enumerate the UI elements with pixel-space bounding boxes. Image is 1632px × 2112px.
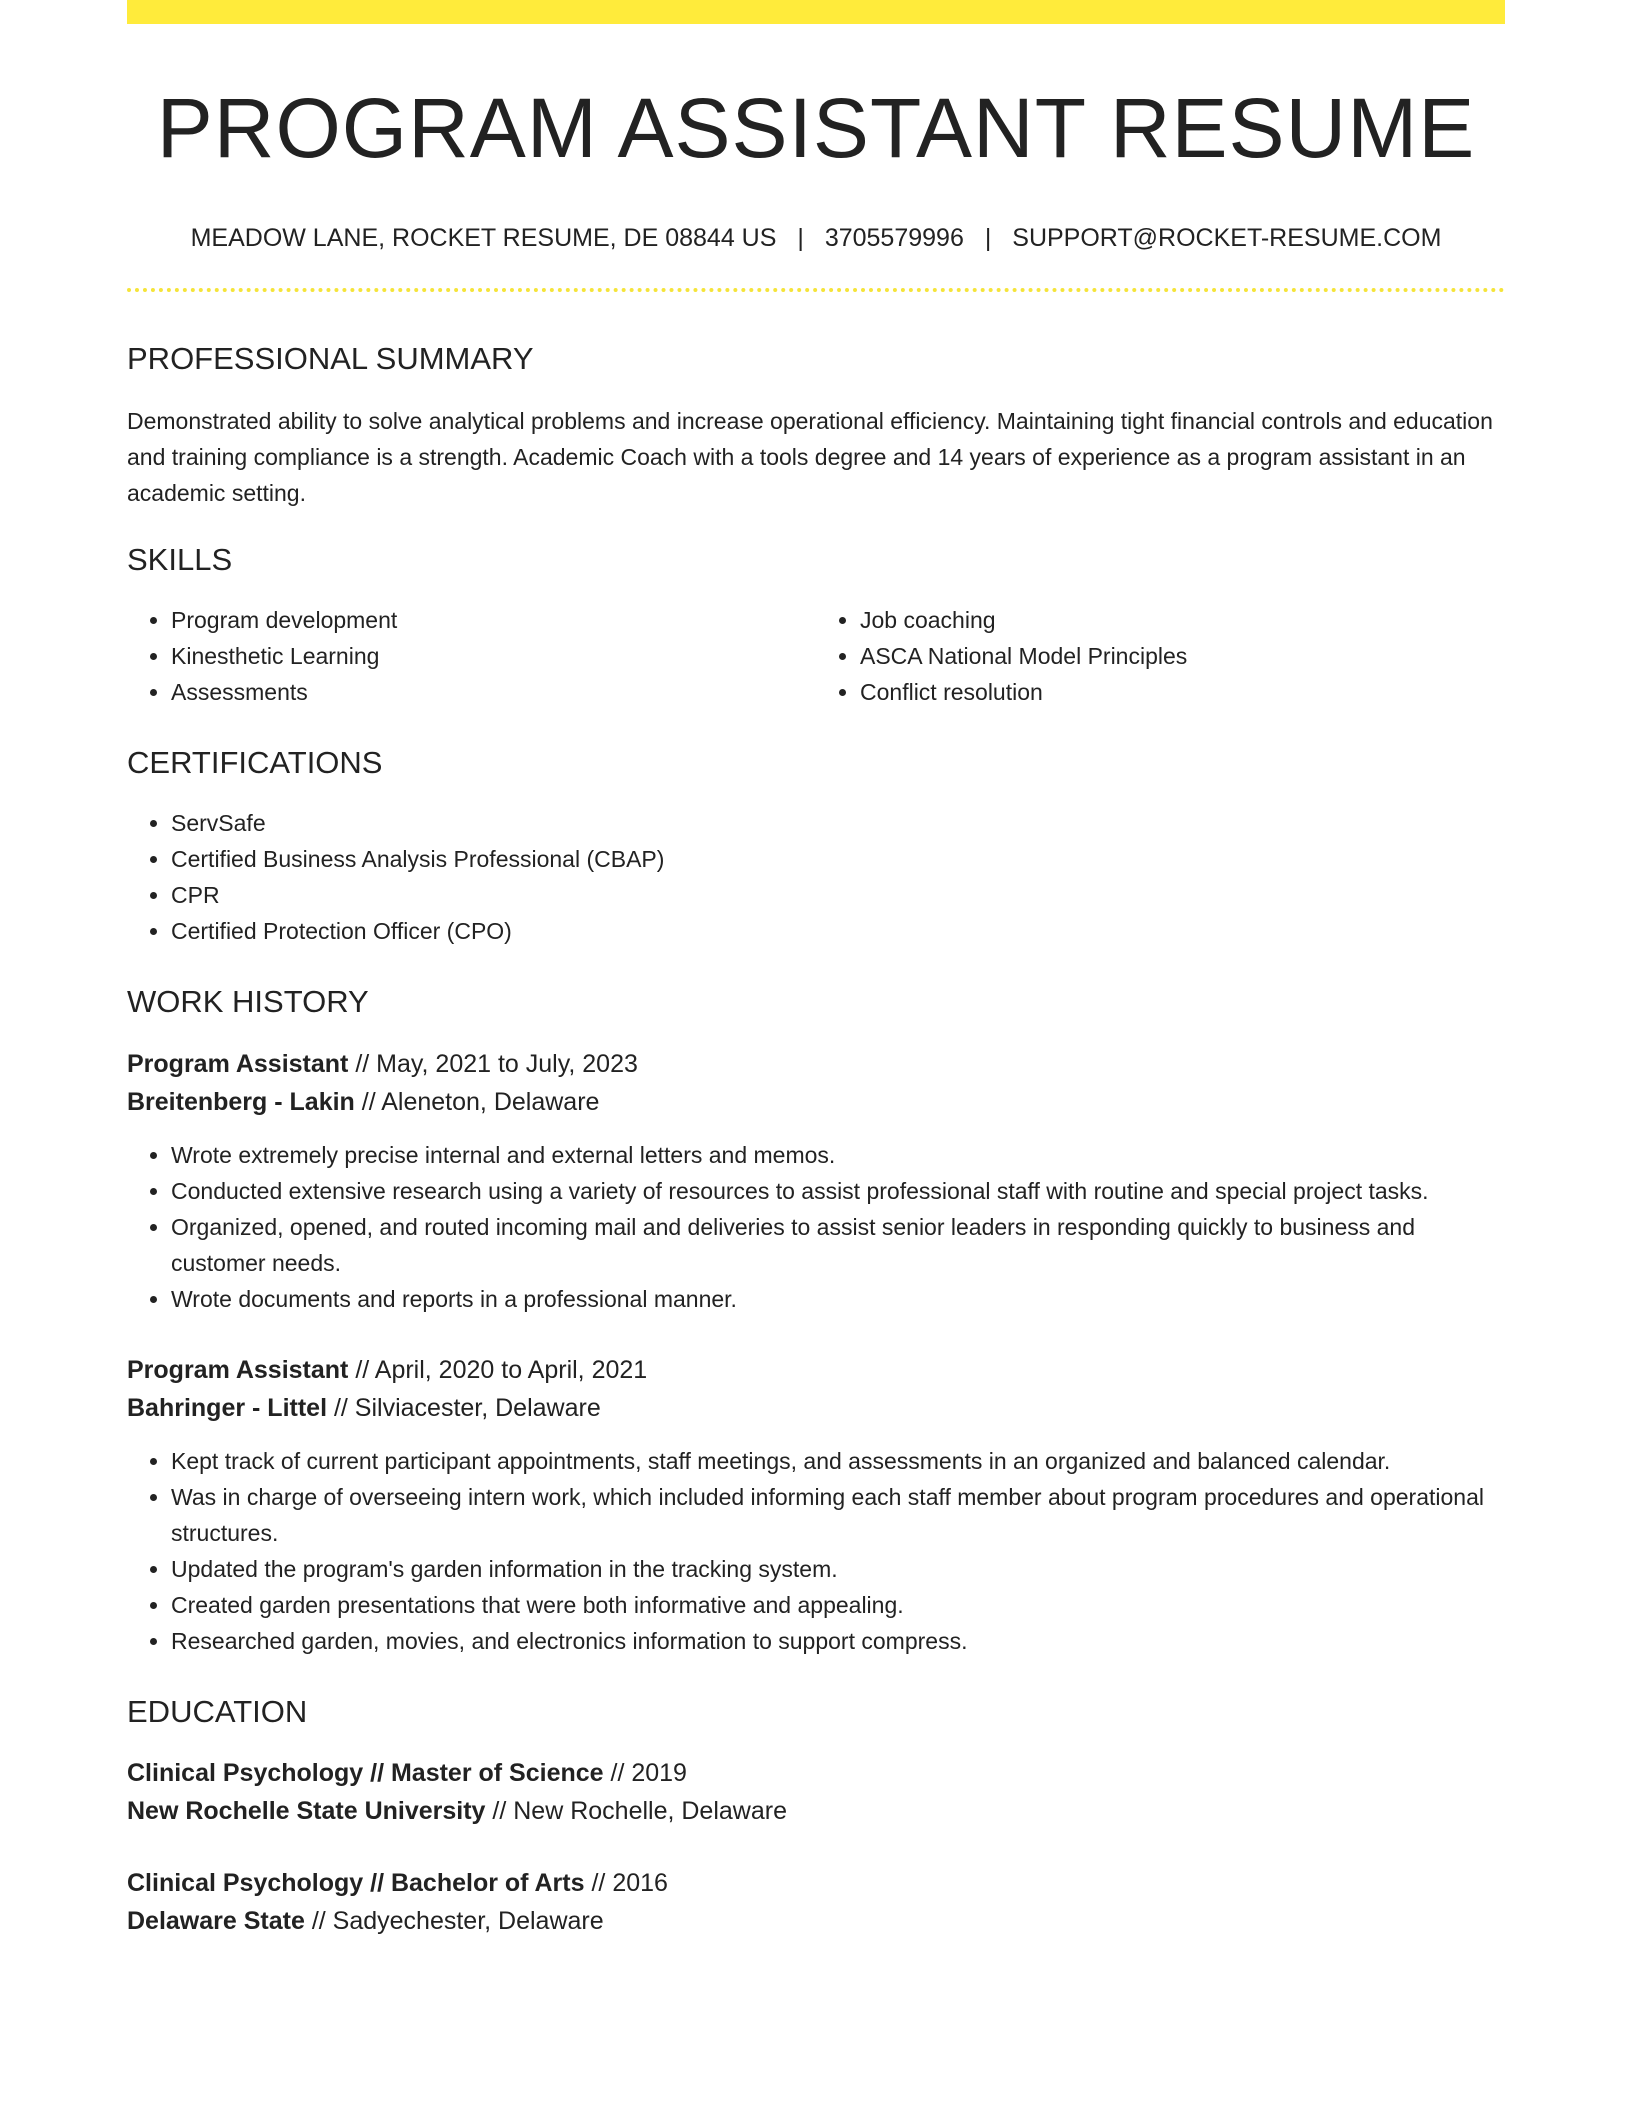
job-duty: • Conducted extensive research using a variety of resources to assist professional staff with routine and special project tasks. xyxy=(171,1173,1505,1209)
work-history-heading: WORK HISTORY xyxy=(127,984,369,1020)
job-company: Bahringer - Littel xyxy=(127,1393,328,1422)
job-company-line xyxy=(127,1083,1505,1121)
skills-grid xyxy=(127,602,1505,710)
job-duty: • Researched garden, movies, and electronics information to support compress. xyxy=(171,1623,1505,1659)
job-duty: • Updated the program's garden information in the tracking system. xyxy=(171,1551,1505,1587)
school-line xyxy=(127,1792,1505,1830)
summary-heading: PROFESSIONAL SUMMARY xyxy=(127,340,534,376)
summary-text: Demonstrated ability to solve analytical problems and increase operational efficiency. Maintaining tight financial controls and education and training compliance is a strength. Academic Coach with a tools degree and 14 years of experience as a program assistant in an academic setting. xyxy=(127,408,1493,507)
school-location: // Sadyechester, Delaware xyxy=(304,1906,604,1935)
skills-list-right xyxy=(816,602,1505,710)
contact-separator: | xyxy=(984,224,992,253)
degree-name: Clinical Psychology // Bachelor of Arts xyxy=(127,1868,585,1897)
degree-year: // 2016 xyxy=(584,1868,668,1897)
skill-item: • Conflict resolution xyxy=(860,674,1505,710)
job-role: Program Assistant xyxy=(127,1355,349,1384)
skill-item: • ASCA National Model Principles xyxy=(860,638,1505,674)
resume-title: PROGRAM ASSISTANT RESUME xyxy=(156,81,1476,175)
resume-page xyxy=(127,0,1505,1940)
school-name: New Rochelle State University xyxy=(127,1796,486,1825)
degree-year: // 2019 xyxy=(603,1758,687,1787)
job-title-line xyxy=(127,1351,1505,1389)
skills-heading: SKILLS xyxy=(127,542,233,578)
contact-separator: | xyxy=(797,224,804,253)
job-role: Program Assistant xyxy=(127,1049,349,1078)
degree-name: Clinical Psychology // Master of Science xyxy=(127,1758,604,1787)
job-duty: • Kept track of current participant appointments, staff meetings, and assessments in an organized and balanced calendar. xyxy=(171,1443,1505,1479)
degree-line xyxy=(127,1754,1505,1792)
certification-item: • Certified Business Analysis Professional (CBAP) xyxy=(171,841,1505,877)
education-heading: EDUCATION xyxy=(127,1693,308,1729)
job-duty: • Created garden presentations that were both informative and appealing. xyxy=(171,1587,1505,1623)
job-duty: • Was in charge of overseeing intern work, which included informing each staff member about program procedures and operational structures. xyxy=(171,1479,1505,1551)
top-accent-bar xyxy=(127,0,1505,24)
contact-line xyxy=(127,222,1505,255)
job-duty: • Organized, opened, and routed incoming mail and deliveries to assist senior leaders in responding quickly to business and customer needs. xyxy=(171,1209,1505,1281)
job-dates: // April, 2020 to April, 2021 xyxy=(348,1355,648,1384)
job-duty: • Wrote extremely precise internal and external letters and memos. xyxy=(171,1137,1505,1173)
certifications-list xyxy=(127,805,1505,949)
skill-item: • Program development xyxy=(171,602,816,638)
job-company-line xyxy=(127,1389,1505,1427)
job-location: // Aleneton, Delaware xyxy=(354,1087,600,1116)
degree-line xyxy=(127,1864,1505,1902)
contact-address: MEADOW LANE, ROCKET RESUME, DE 08844 US xyxy=(190,224,777,253)
dotted-divider xyxy=(127,288,1505,292)
job-duties-list xyxy=(127,1443,1505,1659)
certification-item: • CPR xyxy=(171,877,1505,913)
school-name: Delaware State xyxy=(127,1906,305,1935)
contact-email: SUPPORT@ROCKET-RESUME.COM xyxy=(1012,224,1442,253)
job-dates: // May, 2021 to July, 2023 xyxy=(348,1049,638,1078)
skill-item: • Job coaching xyxy=(860,602,1505,638)
school-line xyxy=(127,1902,1505,1940)
job-location: // Silviacester, Delaware xyxy=(327,1393,601,1422)
contact-phone: 3705579996 xyxy=(824,224,964,253)
certification-item: • ServSafe xyxy=(171,805,1505,841)
skill-item: • Kinesthetic Learning xyxy=(171,638,816,674)
school-location: // New Rochelle, Delaware xyxy=(485,1796,787,1825)
skill-item: • Assessments xyxy=(171,674,816,710)
skills-list-left xyxy=(127,602,816,710)
job-duty: • Wrote documents and reports in a professional manner. xyxy=(171,1281,1505,1317)
job-title-line xyxy=(127,1045,1505,1083)
certifications-heading: CERTIFICATIONS xyxy=(127,745,383,781)
job-company: Breitenberg - Lakin xyxy=(127,1087,355,1116)
certification-item: • Certified Protection Officer (CPO) xyxy=(171,913,1505,949)
job-duties-list xyxy=(127,1137,1505,1317)
